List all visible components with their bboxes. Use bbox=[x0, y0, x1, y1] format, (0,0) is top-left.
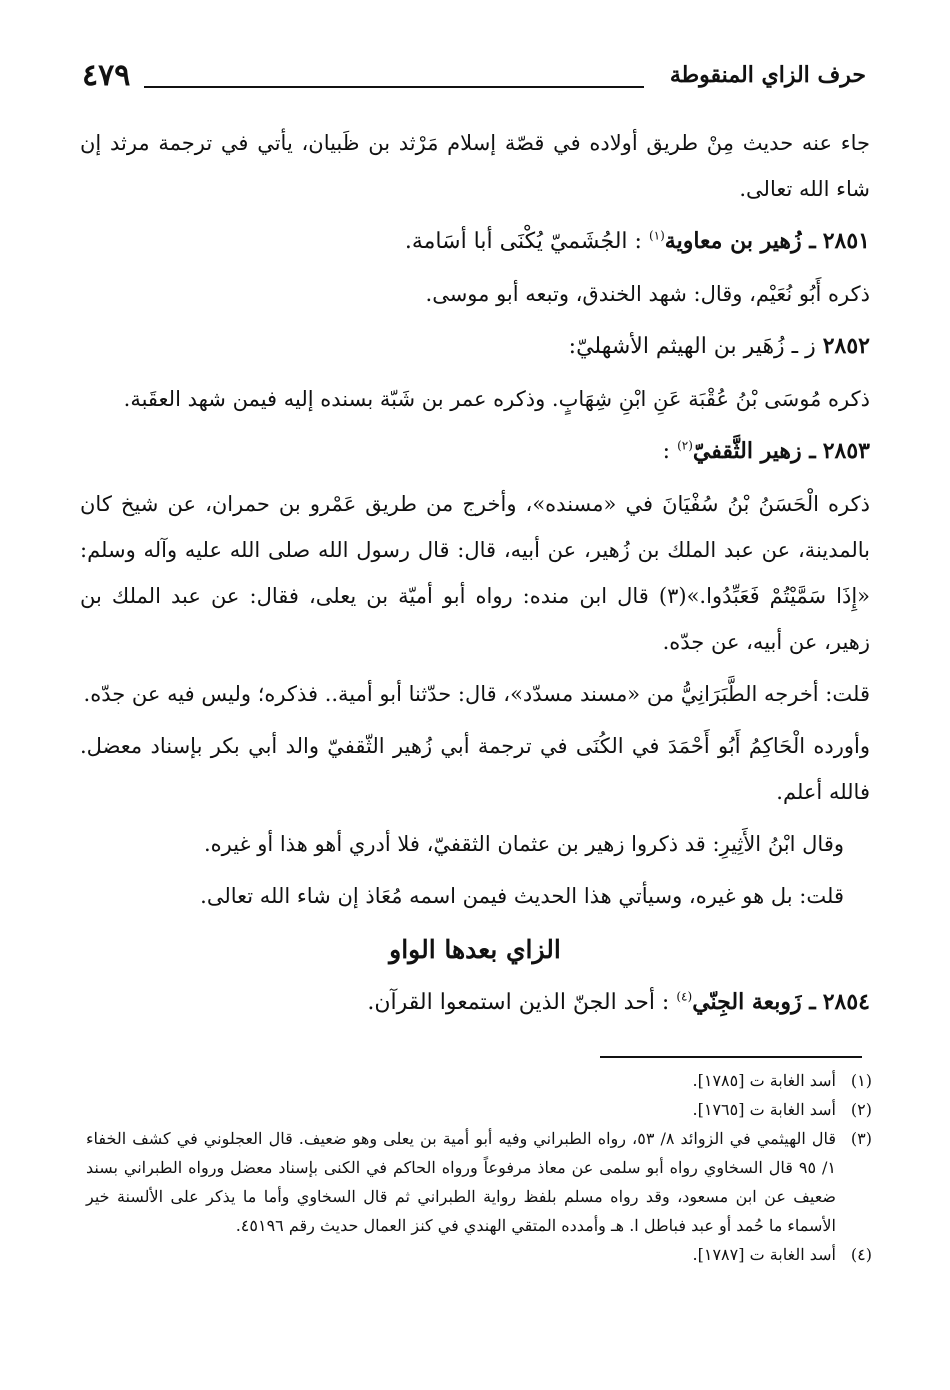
entry-head: ـ زُهير بن معاوية bbox=[664, 228, 816, 254]
header-rule bbox=[144, 86, 644, 88]
footnote-number: (٢) bbox=[850, 1100, 872, 1119]
section-title: الزاي بعدها الواو bbox=[389, 935, 561, 964]
entry-text: : الجُشَميّ يُكْنَى أبا أسَامة. bbox=[404, 229, 642, 254]
footnote bbox=[86, 1095, 872, 1124]
footnote-number: (١) bbox=[850, 1071, 872, 1090]
entry-head: ـ زَوبعة الجِنّي bbox=[692, 989, 816, 1015]
footnote-text: قال الهيثمي في الزوائد ٨/ ٥٣، رواه الطبراني وفيه أبو أمية بن يعلى وهو ضعيف. قال العجلوني في كشف الخفاء ١/ ٩٥ قال السخاوي رواه أبو سلمى عن معاذ مرفوعاً ورواه الحاكم في الكنى بإسناد معضل ورواه الطبراني بسند ضعيف عن ابن مسعود، وقد رواه مسلم بلفظ رواية الطبراني ثم قال السخاوي وأما ما يذكر على الألسنة خير الأسماء ما حُمد أو عبد فباطل ا. هـ وأمدده المتقي الهندي في كنز العمال حديث رقم ٤٥١٩٦. bbox=[86, 1129, 836, 1235]
entry-2852 bbox=[80, 323, 870, 370]
entry-number: ٢٨٥٢ bbox=[822, 333, 870, 359]
footnote bbox=[86, 1124, 872, 1240]
footnote-ref: (٤) bbox=[676, 989, 693, 1004]
footnote-ref: (١) bbox=[648, 228, 665, 243]
paragraph: ذكره مُوسَى بْنُ عُقْبَة عَنِ ابْنِ شِهَابٍ. وذكره عمر بن شَبّة بسنده إليه فيمن شهد العقَبة. bbox=[123, 387, 870, 411]
entry-2851 bbox=[80, 218, 870, 265]
paragraph: قلت: بل هو غيره، وسيأتي هذا الحديث فيمن اسمه مُعَاذ إن شاء الله تعالى. bbox=[200, 884, 844, 908]
entry-2853 bbox=[80, 428, 870, 475]
page-number: ٤٧٩ bbox=[82, 58, 131, 93]
footnote-ref: (٢) bbox=[677, 438, 693, 453]
main-text bbox=[80, 120, 870, 1032]
paragraph: قلت: أخرجه الطَّبَرَانِيُّ من «مسند مسدّد»، قال: حدّثنا أبو أمية.. فذكره؛ وليس فيه عن جدّه. bbox=[83, 682, 870, 706]
footnote-separator bbox=[600, 1056, 862, 1058]
paragraph: وأورده الْحَاكِمُ أَبُو أَحْمَدَ في الكُنَى في ترجمة أبي زُهير الثّقفيّ والد أبي بكر بإسناد معضل. فالله أعلم. bbox=[80, 734, 870, 804]
footnote bbox=[86, 1240, 872, 1269]
footnote-text: أسد الغابة ت [١٧٦٥]. bbox=[692, 1100, 836, 1119]
footnote bbox=[86, 1066, 872, 1095]
entry-number: ٢٨٥٣ bbox=[822, 438, 870, 464]
paragraph: ذكره أَبُو نُعَيْم، وقال: شهد الخندق، وتبعه أبو موسى. bbox=[425, 282, 870, 306]
footnote-text: أسد الغابة ت [١٧٨٧]. bbox=[692, 1245, 836, 1264]
entry-head: ز ـ زُهَير بن الهيثم الأشهليّ: bbox=[568, 334, 816, 359]
entry-number: ٢٨٥٤ bbox=[822, 989, 870, 1015]
entry-2854 bbox=[80, 979, 870, 1026]
entry-number: ٢٨٥١ bbox=[822, 228, 870, 254]
paragraph: جاء عنه حديث مِنْ طريق أولاده في قصّة إسلام مَرْثد بن ظَبيان، يأتي في ترجمة مرثد إن شاء الله تعالى. bbox=[80, 131, 870, 201]
footnote-number: (٤) bbox=[850, 1245, 872, 1264]
entry-head: ـ زهير الثَّقفيّ bbox=[692, 438, 816, 464]
footnotes bbox=[86, 1066, 872, 1269]
paragraph: وقال ابْنُ الأَثِيرِ: قد ذكروا زهير بن عثمان الثقفيّ، فلا أدري أهو هذا أو غيره. bbox=[203, 832, 844, 856]
footnote-text: أسد الغابة ت [١٧٨٥]. bbox=[692, 1071, 836, 1090]
paragraph: ذكره الْحَسَنُ بْنُ سُفْيَانَ في «مسنده»، وأخرج من طريق عَمْرو بن حمران، عن شيخ كان بالمدينة، عن عبد الملك بن زُهير، عن أبيه، قال: قال رسول الله صلى الله عليه وآله وسلم: «إِذَا سَمَّيْتُمْ فَعَبِّدُوا.»(٣) قال ابن منده: رواه أبو أميّة بن يعلى، فقال: عن عبد الملك بن زهير، عن أبيه، عن جدّه. bbox=[80, 492, 870, 654]
running-header bbox=[82, 58, 866, 98]
footnote-number: (٣) bbox=[850, 1129, 872, 1148]
entry-text: : bbox=[662, 439, 671, 464]
entry-text: : أحد الجنّ الذين استمعوا القرآن. bbox=[367, 990, 670, 1015]
header-title: حرف الزاي المنقوطة bbox=[669, 62, 866, 88]
